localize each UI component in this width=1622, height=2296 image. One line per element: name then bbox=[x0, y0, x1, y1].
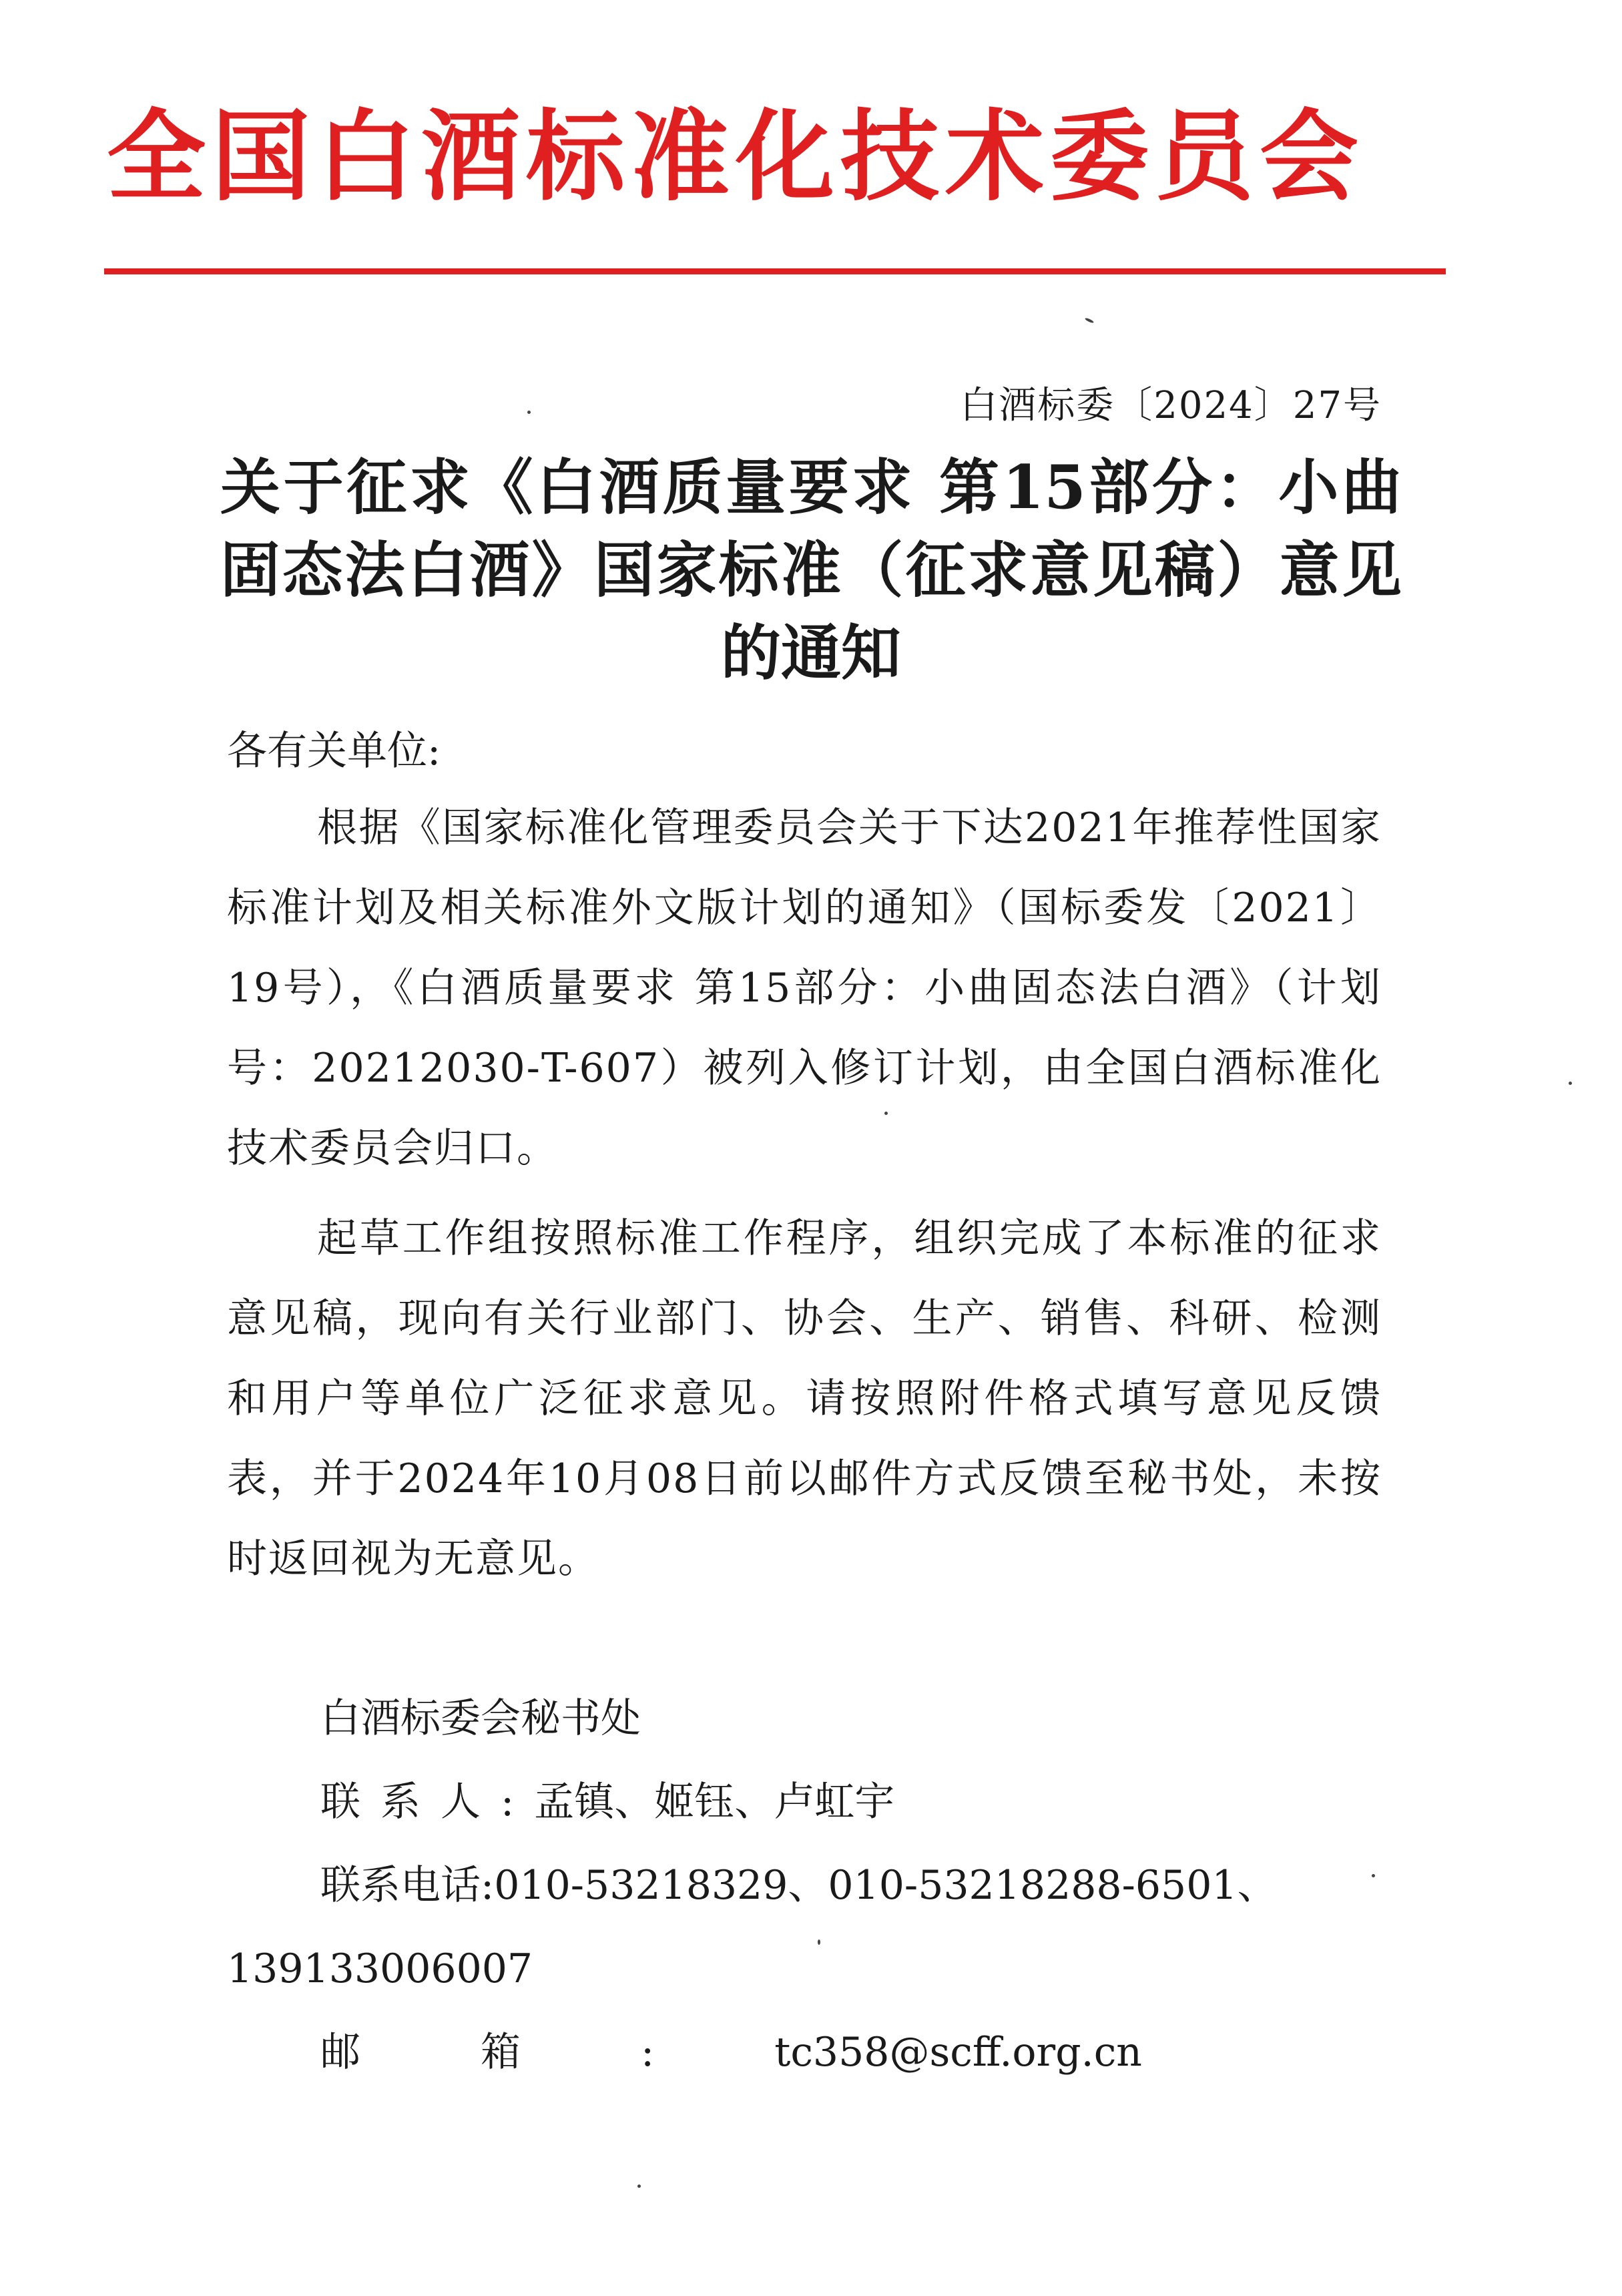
phone-line bbox=[227, 1844, 1395, 1927]
scan-speck bbox=[1372, 1874, 1375, 1877]
scan-speck bbox=[818, 1939, 820, 1945]
email-line bbox=[227, 2011, 1395, 2094]
body-paragraph-2: 起草工作组按照标准工作程序，组织完成了本标准的征求意见稿，现向有关行业部门、协会、生产、销售、科研、检测和用户等单位广泛征求意见。请按照附件格式填写意见反馈表，并于2024年10月08日前以邮件方式反馈至秘书处，未按时返回视为无意见。 bbox=[227, 1215, 1382, 1582]
document-number: 白酒标委〔2024〕27号 bbox=[960, 384, 1382, 427]
body-paragraph-1: 根据《国家标准化管理委员会关于下达2021年推荐性国家标准计划及相关标准外文版计划的通知》（国标委发〔2021〕19号），《白酒质量要求 第15部分：小曲固态法白酒》（计划号：20212030-T-607）被列入修订计划，由全国白酒标准化技术委员会归口。 bbox=[227, 805, 1382, 1172]
scan-speck bbox=[884, 1112, 888, 1115]
organization-letterhead: 全国白酒标准化技术委员会 bbox=[107, 99, 1364, 214]
phone-line-continued: 139133006007 bbox=[227, 1945, 533, 1992]
letterhead-divider bbox=[104, 268, 1446, 274]
salutation: 各有关单位: bbox=[227, 728, 441, 774]
scan-speck bbox=[637, 2185, 641, 2188]
email-value: tc358@scff.org.cn bbox=[774, 2029, 1142, 2076]
contact-person-line bbox=[227, 1761, 1395, 1844]
phone-value: 010-53218329、010-53218288-6501、 bbox=[494, 1862, 1278, 1909]
document-title: 关于征求《白酒质量要求 第15部分：小曲固态法白酒》国家标准（征求意见稿）意见的通知 bbox=[220, 452, 1402, 688]
scan-speck bbox=[527, 411, 531, 414]
secretariat-name: 白酒标委会秘书处 bbox=[320, 1695, 641, 1742]
scan-speck bbox=[1085, 317, 1094, 324]
signature-block bbox=[227, 1677, 1395, 2094]
email-label: 邮箱: bbox=[320, 2029, 775, 2076]
contact-person-label: 联系人: bbox=[320, 1779, 535, 1825]
phone-label: 联系电话: bbox=[320, 1862, 495, 1909]
scan-speck bbox=[1569, 1082, 1572, 1085]
contact-person-value: 孟镇、姬钰、卢虹宇 bbox=[534, 1779, 895, 1825]
